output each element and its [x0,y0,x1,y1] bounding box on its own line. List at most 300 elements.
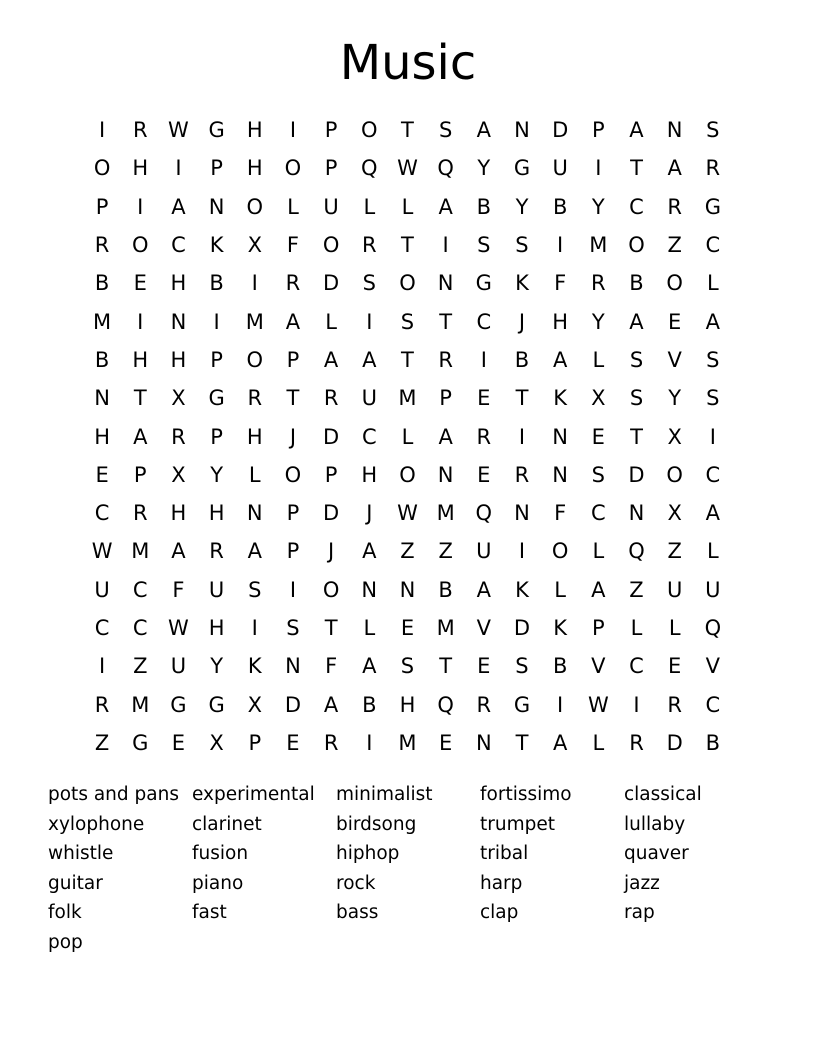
grid-letter[interactable]: I [175,156,182,181]
grid-letter[interactable]: N [437,271,454,296]
grid-letter[interactable]: N [208,194,225,219]
grid-letter[interactable]: B [94,271,110,296]
grid-letter[interactable]: E [591,424,605,449]
grid-letter[interactable]: H [246,118,263,143]
grid-letter[interactable]: I [98,654,106,679]
grid-letter[interactable]: C [705,692,721,717]
grid-letter[interactable]: A [629,118,644,143]
grid-letter[interactable]: X [667,501,682,526]
grid-letter[interactable]: S [629,347,644,372]
word-list-item: whistle [48,843,114,864]
grid-letter[interactable]: T [515,730,529,755]
grid-letter[interactable]: D [284,692,302,717]
grid-letter[interactable]: T [401,347,414,372]
word-list-item: rap [624,902,655,923]
grid-letter[interactable]: E [95,462,109,487]
grid-letter[interactable]: K [515,577,529,602]
grid-letter[interactable]: W [168,616,189,640]
grid-letter[interactable]: Q [704,616,722,640]
grid-letter[interactable]: V [667,347,682,372]
grid-letter[interactable]: V [705,654,721,679]
grid-letter[interactable]: U [94,577,110,602]
grid-letter[interactable]: V [476,616,491,640]
grid-letter[interactable]: C [94,616,110,640]
grid-letter[interactable]: B [438,577,453,602]
grid-letter[interactable]: U [361,386,377,411]
grid-letter[interactable]: I [213,309,220,334]
grid-letter[interactable]: N [628,501,645,526]
grid-letter[interactable]: S [400,309,415,334]
grid-letter[interactable]: C [94,501,110,526]
grid-letter[interactable]: Y [515,194,529,219]
grid-letter[interactable]: O [284,462,302,487]
grid-letter[interactable]: A [476,118,491,143]
grid-letter[interactable]: L [401,424,414,449]
grid-letter[interactable]: A [591,577,606,602]
grid-letter[interactable]: O [322,577,340,602]
grid-letter[interactable]: D [513,616,531,640]
grid-letter[interactable]: K [553,616,568,640]
grid-letter[interactable]: L [592,730,605,755]
grid-letter[interactable]: O [399,462,416,487]
grid-letter[interactable]: R [705,156,721,181]
grid-letter[interactable]: Q [437,156,454,181]
grid-letter[interactable]: X [171,386,186,411]
grid-letter[interactable]: N [552,424,568,449]
grid-letter[interactable]: L [630,616,643,640]
grid-letter[interactable]: L [592,347,605,372]
word-list-item: jazz [624,872,660,894]
grid-letter[interactable]: A [629,309,644,334]
grid-letter[interactable]: U [323,194,339,219]
grid-letter[interactable]: N [666,118,683,143]
grid-letter[interactable]: Z [667,233,682,258]
grid-letter[interactable]: S [629,386,644,411]
grid-letter[interactable]: F [286,233,299,258]
grid-letter[interactable]: X [591,386,606,411]
letter-grid [83,111,732,762]
grid-letter[interactable]: F [554,271,567,296]
grid-letter[interactable]: L [363,194,376,219]
grid-letter[interactable]: C [629,654,644,679]
grid-row [83,571,732,609]
grid-letter[interactable]: R [247,386,263,411]
grid-letter[interactable]: X [171,462,186,487]
grid-letter[interactable]: N [94,386,110,411]
grid-letter[interactable]: K [209,233,224,258]
grid-letter[interactable]: F [554,501,567,526]
grid-letter[interactable]: I [557,233,564,258]
grid-letter[interactable]: X [247,692,262,717]
grid-letter[interactable]: D [552,118,569,143]
grid-letter[interactable]: A [362,539,377,564]
grid-letter[interactable]: C [476,309,492,334]
grid-letter[interactable]: G [208,118,225,143]
grid-letter[interactable]: N [170,309,187,334]
grid-letter[interactable]: O [551,539,569,564]
grid-letter[interactable]: R [285,271,301,296]
grid-letter[interactable]: I [595,156,602,181]
grid-letter[interactable]: D [323,501,340,526]
grid-letter[interactable]: Y [591,194,605,219]
grid-letter[interactable]: E [668,654,682,679]
grid-letter[interactable]: Q [628,539,645,564]
grid-letter[interactable]: T [401,233,414,258]
grid-letter[interactable]: B [552,654,568,679]
grid-letter[interactable]: Y [668,386,682,411]
grid-letter[interactable]: S [477,233,491,258]
grid-letter[interactable]: A [285,309,301,334]
grid-row [83,149,732,187]
grid-letter[interactable]: L [554,577,566,602]
grid-letter[interactable]: A [667,156,682,181]
grid-letter[interactable]: S [591,462,605,487]
grid-letter[interactable]: T [133,386,147,411]
grid-letter[interactable]: I [633,692,640,717]
grid-letter[interactable]: E [477,386,491,411]
grid-letter[interactable]: P [133,462,147,487]
word-list-item: fortissimo [480,784,572,805]
grid-letter[interactable]: S [438,118,453,143]
word-list-item: xylophone [48,813,145,835]
grid-letter[interactable]: C [361,424,377,449]
grid-letter[interactable]: J [518,309,526,334]
grid-letter[interactable]: K [247,654,262,679]
grid-letter[interactable]: R [629,730,644,755]
grid-letter[interactable]: H [94,424,110,449]
grid-letter[interactable]: W [397,156,418,181]
grid-letter[interactable]: P [324,462,338,487]
grid-letter[interactable]: A [552,347,568,372]
grid-letter[interactable]: F [325,654,338,679]
grid-letter[interactable]: P [210,156,223,181]
grid-letter[interactable]: O [628,233,645,258]
grid-letter[interactable]: I [442,233,449,258]
grid-letter[interactable]: H [246,424,263,449]
grid-letter[interactable]: B [514,347,530,372]
grid-letter[interactable]: J [328,539,335,564]
grid-letter[interactable]: B [552,194,568,219]
word-list-item: rock [336,872,376,894]
grid-letter[interactable]: S [400,654,415,679]
grid-letter[interactable]: L [325,309,337,334]
grid-letter[interactable]: N [285,654,301,679]
grid-letter[interactable]: I [366,730,373,755]
grid-letter[interactable]: Q [361,156,378,181]
grid-letter[interactable]: Q [437,692,454,717]
grid-letter[interactable]: H [170,347,187,372]
grid-letter[interactable]: Z [438,539,453,564]
grid-letter[interactable]: I [98,118,106,143]
grid-letter[interactable]: B [629,271,644,296]
grid-letter[interactable]: H [132,347,149,372]
grid-letter[interactable]: G [475,271,492,296]
grid-letter[interactable]: I [289,118,297,143]
grid-letter[interactable]: T [439,309,453,334]
grid-letter[interactable]: T [630,424,643,449]
grid-letter[interactable]: R [94,692,110,717]
grid-letter[interactable]: X [247,233,262,258]
grid-letter[interactable]: G [513,156,531,181]
grid-letter[interactable]: L [248,462,261,487]
grid-letter[interactable]: N [514,118,530,143]
grid-letter[interactable]: A [247,539,262,564]
grid-letter[interactable]: C [132,616,148,640]
grid-letter[interactable]: R [323,730,339,755]
grid-letter[interactable]: K [553,386,568,411]
grid-letter[interactable]: P [324,156,338,181]
grid-letter[interactable]: G [208,386,225,411]
grid-letter[interactable]: X [209,730,224,755]
grid-letter[interactable]: R [94,233,110,258]
grid-letter[interactable]: P [439,386,452,411]
grid-letter[interactable]: O [246,194,264,219]
grid-letter[interactable]: J [366,501,373,526]
grid-letter[interactable]: A [476,577,491,602]
grid-letter[interactable]: P [286,347,300,372]
grid-letter[interactable]: L [668,616,681,640]
grid-letter[interactable]: C [171,233,186,258]
grid-letter[interactable]: O [246,347,264,372]
grid-letter[interactable]: P [324,118,338,143]
grid-letter[interactable]: P [286,501,300,526]
grid-letter[interactable]: M [245,309,264,334]
grid-letter[interactable]: R [132,118,148,143]
grid-letter[interactable]: O [284,156,302,181]
grid-letter[interactable]: W [91,539,113,564]
grid-letter[interactable]: E [477,462,491,487]
grid-letter[interactable]: O [93,156,111,181]
grid-letter[interactable]: D [666,730,683,755]
grid-letter[interactable]: G [513,692,531,717]
grid-letter[interactable]: H [399,692,416,717]
grid-letter[interactable]: E [286,730,300,755]
grid-letter[interactable]: A [362,347,377,372]
grid-letter[interactable]: W [587,692,609,717]
grid-letter[interactable]: S [515,233,529,258]
grid-letter[interactable]: R [514,462,530,487]
grid-letter[interactable]: C [132,577,148,602]
grid-letter[interactable]: J [289,424,297,449]
grid-letter[interactable]: R [209,539,224,564]
grid-letter[interactable]: S [706,386,720,411]
grid-letter[interactable]: E [438,730,453,755]
grid-letter[interactable]: W [397,501,418,526]
grid-letter[interactable]: C [590,501,606,526]
grid-letter[interactable]: G [704,194,721,219]
grid-letter[interactable]: I [480,347,487,372]
grid-letter[interactable]: S [706,347,720,372]
grid-letter[interactable]: S [248,577,262,602]
grid-letter[interactable]: L [363,616,376,640]
grid-letter[interactable]: V [591,654,606,679]
grid-letter[interactable]: C [629,194,644,219]
grid-letter[interactable]: M [93,309,112,334]
grid-letter[interactable]: I [518,424,526,449]
grid-letter[interactable]: R [171,424,186,449]
grid-letter[interactable]: D [628,462,645,487]
grid-letter[interactable]: P [591,118,605,143]
grid-letter[interactable]: B [362,692,377,717]
grid-letter[interactable]: H [552,309,569,334]
grid-letter[interactable]: L [706,539,719,564]
grid-letter[interactable]: H [246,156,263,181]
grid-letter[interactable]: Z [400,539,415,564]
grid-letter[interactable]: A [323,347,339,372]
grid-letter[interactable]: A [438,194,453,219]
grid-letter[interactable]: S [362,271,376,296]
grid-letter[interactable]: M [398,730,417,755]
grid-letter[interactable]: C [705,233,721,258]
grid-letter[interactable]: B [209,271,224,296]
grid-letter[interactable]: N [475,730,492,755]
grid-letter[interactable]: M [131,539,150,564]
grid-letter[interactable]: O [666,462,683,487]
grid-letter[interactable]: H [208,616,225,640]
grid-letter[interactable]: R [361,233,377,258]
grid-letter[interactable]: I [289,577,297,602]
grid-letter[interactable]: O [322,233,340,258]
grid-letter[interactable]: S [286,616,300,640]
grid-letter[interactable]: W [168,118,189,143]
grid-letter[interactable]: G [132,730,149,755]
grid-letter[interactable]: P [210,347,223,372]
grid-letter[interactable]: E [171,730,186,755]
grid-letter[interactable]: Z [667,539,682,564]
word-list-item: clap [480,902,519,923]
grid-letter[interactable]: Z [94,730,110,755]
grid-letter[interactable]: L [287,194,299,219]
grid-letter[interactable]: Z [629,577,644,602]
grid-letter[interactable]: T [286,386,300,411]
grid-letter[interactable]: A [171,194,186,219]
grid-letter[interactable]: E [133,271,147,296]
grid-letter[interactable]: Y [477,156,491,181]
grid-letter[interactable]: U [476,539,492,564]
grid-letter[interactable]: P [286,539,300,564]
grid-letter[interactable]: M [131,692,150,717]
grid-letter[interactable]: A [552,730,568,755]
grid-letter[interactable]: L [592,539,605,564]
grid-letter[interactable]: U [666,577,683,602]
grid-letter[interactable]: N [361,577,378,602]
grid-letter[interactable]: R [667,194,682,219]
grid-letter[interactable]: E [400,616,415,640]
grid-letter[interactable]: M [589,233,608,258]
grid-letter[interactable]: N [514,501,530,526]
grid-letter[interactable]: P [248,730,262,755]
grid-letter[interactable]: N [246,501,263,526]
grid-letter[interactable]: O [666,271,683,296]
grid-letter[interactable]: N [552,462,568,487]
grid-letter[interactable]: L [706,271,719,296]
grid-letter[interactable]: F [172,577,185,602]
grid-letter[interactable]: O [399,271,416,296]
grid-letter[interactable]: H [208,501,225,526]
grid-letter[interactable]: I [557,692,564,717]
grid-letter[interactable]: I [251,616,258,640]
grid-letter[interactable]: P [95,194,109,219]
grid-letter[interactable]: R [476,692,492,717]
grid-letter[interactable]: B [705,730,721,755]
grid-letter[interactable]: A [362,654,377,679]
grid-letter[interactable]: S [515,654,529,679]
grid-letter[interactable]: A [323,692,339,717]
grid-letter[interactable]: T [324,616,338,640]
grid-letter[interactable]: C [705,462,721,487]
grid-letter[interactable]: K [515,271,529,296]
grid-letter[interactable]: R [476,424,492,449]
grid-letter[interactable]: I [709,424,716,449]
grid-letter[interactable]: N [437,462,454,487]
grid-letter[interactable]: R [667,692,682,717]
grid-letter[interactable]: T [439,654,453,679]
grid-letter[interactable]: I [251,271,258,296]
grid-letter[interactable]: U [552,156,568,181]
grid-letter[interactable]: T [401,118,414,143]
grid-letter[interactable]: P [591,616,605,640]
grid-letter[interactable]: U [705,577,721,602]
grid-letter[interactable]: A [705,501,721,526]
grid-letter[interactable]: O [361,118,378,143]
grid-letter[interactable]: A [705,309,721,334]
grid-letter[interactable]: H [170,501,187,526]
grid-letter[interactable]: Y [210,462,224,487]
grid-letter[interactable]: Q [475,501,493,526]
grid-letter[interactable]: R [323,386,339,411]
grid-letter[interactable]: H [361,462,378,487]
grid-letter[interactable]: R [438,347,453,372]
grid-letter[interactable]: U [208,577,225,602]
grid-letter[interactable]: A [133,424,148,449]
grid-letter[interactable]: P [210,424,223,449]
grid-letter[interactable]: Z [133,654,148,679]
grid-letter[interactable]: M [436,501,455,526]
grid-letter[interactable]: O [131,233,149,258]
grid-letter[interactable]: I [366,309,373,334]
grid-letter[interactable]: N [399,577,416,602]
grid-letter[interactable]: A [171,539,186,564]
grid-letter[interactable]: G [170,692,187,717]
grid-letter[interactable]: U [170,654,187,679]
grid-letter[interactable]: I [137,194,144,219]
grid-letter[interactable]: E [668,309,682,334]
grid-letter[interactable]: T [515,386,529,411]
grid-letter[interactable]: B [476,194,492,219]
grid-letter[interactable]: H [132,156,149,181]
grid-letter[interactable]: T [630,156,643,181]
grid-letter[interactable]: I [137,309,144,334]
grid-letter[interactable]: G [208,692,225,717]
word-list-item: tribal [480,843,529,864]
grid-letter[interactable]: D [323,424,340,449]
grid-letter[interactable]: M [398,386,417,411]
grid-letter[interactable]: L [401,194,414,219]
grid-letter[interactable]: S [706,118,720,143]
grid-letter[interactable]: D [323,271,340,296]
grid-letter[interactable]: A [438,424,453,449]
grid-letter[interactable]: Y [210,654,224,679]
grid-letter[interactable]: I [518,539,526,564]
grid-letter[interactable]: H [170,271,187,296]
grid-letter[interactable]: E [477,654,491,679]
grid-letter[interactable]: R [132,501,148,526]
grid-letter[interactable]: B [94,347,110,372]
grid-letter[interactable]: R [591,271,606,296]
grid-letter[interactable]: X [667,424,682,449]
grid-letter[interactable]: Y [591,309,605,334]
grid-letter[interactable]: M [436,616,455,640]
